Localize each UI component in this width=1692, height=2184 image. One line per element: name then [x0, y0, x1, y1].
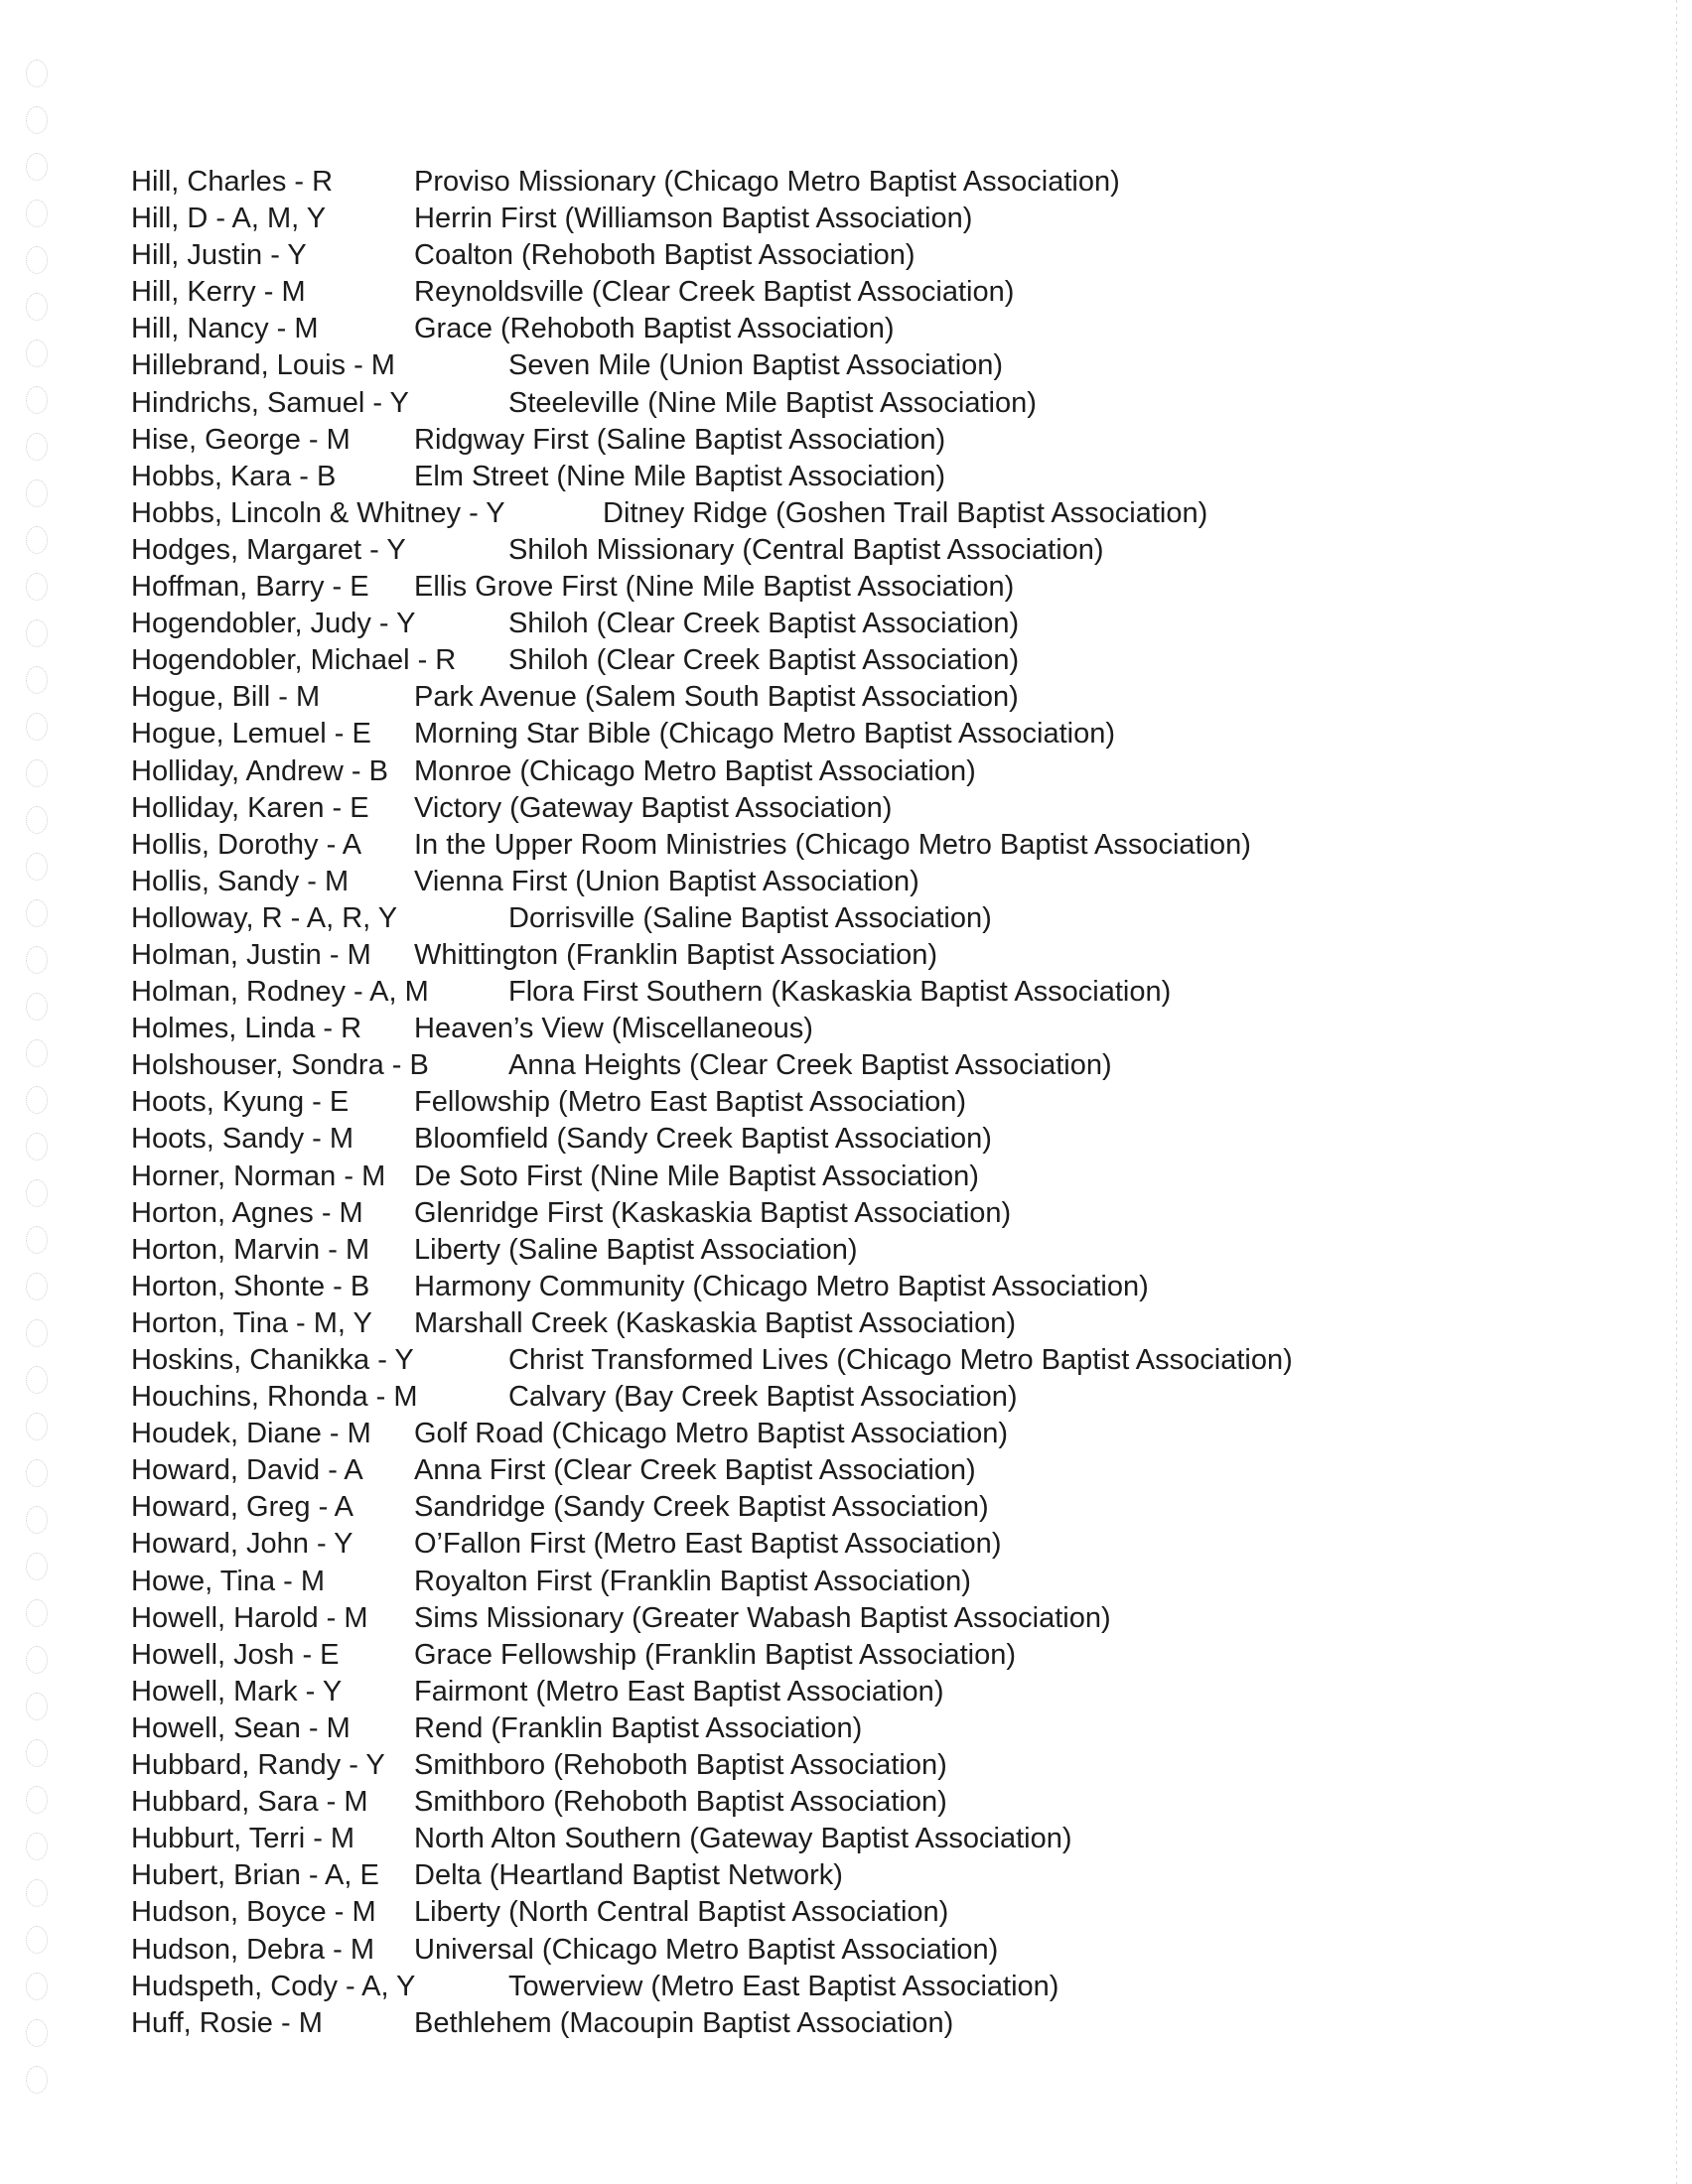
- member-name: Hoots, Sandy - M: [131, 1123, 354, 1156]
- member-name: Hobbs, Kara - B: [131, 460, 337, 492]
- member-name: Hudson, Boyce - M: [131, 1896, 376, 1929]
- hole-mark: [26, 1646, 48, 1674]
- hole-mark: [26, 1973, 48, 2000]
- list-item: [131, 1747, 947, 1784]
- member-name: Hise, George - M: [131, 423, 351, 456]
- hole-mark: [26, 1879, 48, 1907]
- list-item: [131, 164, 1120, 201]
- hole-mark: [26, 293, 48, 321]
- member-name: Hudson, Debra - M: [131, 1933, 374, 1966]
- member-name: Hollis, Sandy - M: [131, 865, 350, 897]
- hole-mark: [26, 106, 48, 134]
- list-item: [131, 1857, 843, 1894]
- hole-mark: [26, 1133, 48, 1160]
- hole-mark: [26, 340, 48, 367]
- member-name: Horton, Tina - M, Y: [131, 1306, 372, 1339]
- church-association: Anna First (Clear Creek Baptist Association): [414, 1454, 976, 1487]
- hole-mark: [26, 479, 48, 507]
- hole-mark: [26, 1319, 48, 1347]
- hole-mark: [26, 2066, 48, 2094]
- church-association: Towerview (Metro East Baptist Association): [508, 1970, 1059, 2002]
- church-association: Liberty (Saline Baptist Association): [414, 1233, 858, 1266]
- church-association: Morning Star Bible (Chicago Metro Baptist Association): [414, 718, 1115, 751]
- church-association: Victory (Gateway Baptist Association): [414, 791, 893, 824]
- list-item: [131, 274, 1015, 311]
- list-item: [131, 974, 1172, 1011]
- hole-mark: [26, 526, 48, 554]
- member-name: Hollis, Dorothy - A: [131, 828, 362, 861]
- member-name: Holliday, Karen - E: [131, 791, 369, 824]
- church-association: Sims Missionary (Greater Wabash Baptist Association): [414, 1601, 1111, 1634]
- hole-mark: [26, 946, 48, 974]
- church-association: North Alton Southern (Gateway Baptist Association): [414, 1823, 1072, 1855]
- member-name: Hoffman, Barry - E: [131, 571, 369, 604]
- church-association: Grace Fellowship (Franklin Baptist Association): [414, 1638, 1017, 1671]
- list-item: [131, 827, 1251, 864]
- list-item: [131, 1269, 1149, 1305]
- member-name: Hill, Justin - Y: [131, 239, 307, 272]
- church-association: O’Fallon First (Metro East Baptist Association): [414, 1528, 1002, 1561]
- church-association: Ridgway First (Saline Baptist Association): [414, 423, 946, 456]
- member-name: Hill, D - A, M, Y: [131, 203, 327, 235]
- member-name: Howard, Greg - A: [131, 1491, 354, 1524]
- church-association: Herrin First (Williamson Baptist Association): [414, 203, 973, 235]
- hole-mark: [26, 2019, 48, 2047]
- hole-mark: [26, 1226, 48, 1254]
- member-name: Hogue, Bill - M: [131, 681, 321, 714]
- list-item: [131, 1526, 1002, 1563]
- hole-mark: [26, 806, 48, 834]
- church-association: Sandridge (Sandy Creek Baptist Association): [414, 1491, 989, 1524]
- list-item: [131, 495, 1208, 532]
- member-name: Howell, Josh - E: [131, 1638, 340, 1671]
- list-item: [131, 1969, 1059, 2005]
- list-item: [131, 532, 1104, 569]
- list-item: [131, 900, 992, 937]
- list-item: [131, 1379, 1018, 1416]
- church-association: Bloomfield (Sandy Creek Baptist Association): [414, 1123, 992, 1156]
- hole-mark: [26, 1786, 48, 1814]
- church-association: Golf Road (Chicago Metro Baptist Association): [414, 1418, 1008, 1450]
- church-association: Royalton First (Franklin Baptist Association): [414, 1565, 971, 1597]
- member-name: Hudspeth, Cody - A, Y: [131, 1970, 416, 2002]
- member-name: Hogendobler, Michael - R: [131, 644, 457, 677]
- hole-mark: [26, 200, 48, 227]
- list-item: [131, 1305, 1017, 1342]
- member-name: Howell, Mark - Y: [131, 1675, 343, 1707]
- church-association: Smithboro (Rehoboth Baptist Association): [414, 1786, 947, 1819]
- church-association: Proviso Missionary (Chicago Metro Baptist Association): [414, 166, 1120, 198]
- list-item: [131, 679, 1019, 716]
- hole-mark: [26, 1833, 48, 1860]
- member-name: Howell, Harold - M: [131, 1601, 368, 1634]
- member-name: Hubbard, Sara - M: [131, 1786, 368, 1819]
- member-name: Huff, Rosie - M: [131, 2006, 323, 2039]
- member-name: Holloway, R - A, R, Y: [131, 901, 398, 934]
- hole-mark: [26, 759, 48, 787]
- church-association: Delta (Heartland Baptist Network): [414, 1859, 843, 1892]
- church-association: Harmony Community (Chicago Metro Baptist Association): [414, 1270, 1149, 1302]
- member-name: Howard, John - Y: [131, 1528, 353, 1561]
- list-item: [131, 1232, 858, 1269]
- hole-mark: [26, 573, 48, 601]
- church-association: Monroe (Chicago Metro Baptist Association): [414, 754, 976, 787]
- church-association: Bethlehem (Macoupin Baptist Association): [414, 2006, 954, 2039]
- church-association: Shiloh (Clear Creek Baptist Association): [508, 608, 1020, 640]
- church-association: Shiloh Missionary (Central Baptist Association): [508, 533, 1104, 566]
- hole-mark: [26, 1039, 48, 1067]
- member-name: Holliday, Andrew - B: [131, 754, 388, 787]
- list-item: [131, 1674, 944, 1710]
- list-item: [131, 1710, 863, 1747]
- hole-mark: [26, 60, 48, 87]
- church-association: In the Upper Room Ministries (Chicago Metro Baptist Association): [414, 828, 1251, 861]
- list-item: [131, 790, 893, 827]
- list-item: [131, 459, 946, 495]
- member-name: Hillebrand, Louis - M: [131, 349, 395, 382]
- church-association: Universal (Chicago Metro Baptist Association): [414, 1933, 999, 1966]
- list-item: [131, 1084, 967, 1121]
- church-association: Steeleville (Nine Mile Baptist Association): [508, 386, 1037, 419]
- member-name: Horton, Shonte - B: [131, 1270, 370, 1302]
- list-item: [131, 237, 916, 274]
- church-association: Vienna First (Union Baptist Association): [414, 865, 919, 897]
- member-name: Howe, Tina - M: [131, 1565, 325, 1597]
- list-item: [131, 1416, 1008, 1452]
- member-name: Hill, Kerry - M: [131, 276, 306, 309]
- church-association: Marshall Creek (Kaskaskia Baptist Association): [414, 1306, 1017, 1339]
- hole-mark: [26, 666, 48, 694]
- list-item: [131, 1452, 976, 1489]
- member-name: Hogendobler, Judy - Y: [131, 608, 416, 640]
- hole-mark: [26, 993, 48, 1021]
- hole-mark: [26, 1179, 48, 1207]
- member-name: Holman, Justin - M: [131, 938, 371, 971]
- member-name: Horton, Marvin - M: [131, 1233, 370, 1266]
- list-item: [131, 753, 976, 790]
- church-association: Ditney Ridge (Goshen Trail Baptist Association): [603, 496, 1208, 529]
- hole-mark: [26, 1413, 48, 1440]
- list-item: [131, 347, 1004, 384]
- member-name: Holmes, Linda - R: [131, 1013, 362, 1045]
- list-item: [131, 422, 946, 459]
- hole-mark: [26, 853, 48, 881]
- hole-mark: [26, 1086, 48, 1114]
- church-association: Flora First Southern (Kaskaskia Baptist Association): [508, 976, 1172, 1009]
- hole-mark: [26, 1693, 48, 1720]
- hole-mark: [26, 899, 48, 927]
- church-association: Park Avenue (Salem South Baptist Association): [414, 681, 1019, 714]
- list-item: [131, 642, 1020, 679]
- church-association: Fairmont (Metro East Baptist Association): [414, 1675, 944, 1707]
- list-item: [131, 2005, 954, 2042]
- hole-mark: [26, 1739, 48, 1767]
- list-item: [131, 1821, 1072, 1857]
- list-item: [131, 1637, 1017, 1674]
- church-association: Calvary (Bay Creek Baptist Association): [508, 1381, 1018, 1414]
- member-name: Hoskins, Chanikka - Y: [131, 1344, 414, 1376]
- list-item: [131, 569, 1015, 606]
- hole-mark: [26, 619, 48, 647]
- list-item: [131, 1932, 999, 1969]
- list-item: [131, 385, 1037, 422]
- member-name: Hubburt, Terri - M: [131, 1823, 355, 1855]
- hole-mark: [26, 153, 48, 181]
- list-item: [131, 1600, 1111, 1637]
- member-name: Hogue, Lemuel - E: [131, 718, 371, 751]
- hole-mark: [26, 1366, 48, 1394]
- church-association: Heaven’s View (Miscellaneous): [414, 1013, 813, 1045]
- church-association: Reynoldsville (Clear Creek Baptist Association): [414, 276, 1015, 309]
- member-name: Houdek, Diane - M: [131, 1418, 371, 1450]
- church-association: Shiloh (Clear Creek Baptist Association): [508, 644, 1020, 677]
- list-item: [131, 1564, 971, 1600]
- church-association: Fellowship (Metro East Baptist Association): [414, 1086, 967, 1119]
- list-item: [131, 1011, 813, 1047]
- list-item: [131, 201, 973, 237]
- church-association: Rend (Franklin Baptist Association): [414, 1711, 863, 1744]
- church-association: Coalton (Rehoboth Baptist Association): [414, 239, 916, 272]
- church-association: Dorrisville (Saline Baptist Association): [508, 901, 992, 934]
- list-item: [131, 716, 1115, 752]
- church-association: Smithboro (Rehoboth Baptist Association): [414, 1749, 947, 1782]
- church-association: Christ Transformed Lives (Chicago Metro Baptist Association): [508, 1344, 1293, 1376]
- list-item: [131, 1159, 979, 1195]
- church-association: Elm Street (Nine Mile Baptist Association): [414, 460, 946, 492]
- member-name: Hubert, Brian - A, E: [131, 1859, 379, 1892]
- member-name: Holman, Rodney - A, M: [131, 976, 429, 1009]
- hole-mark: [26, 713, 48, 741]
- list-item: [131, 1121, 992, 1158]
- church-association: Glenridge First (Kaskaskia Baptist Association): [414, 1196, 1012, 1229]
- member-name: Howell, Sean - M: [131, 1711, 351, 1744]
- list-item: [131, 1894, 949, 1931]
- member-name: Hodges, Margaret - Y: [131, 533, 406, 566]
- member-name: Hindrichs, Samuel - Y: [131, 386, 409, 419]
- hole-mark: [26, 1273, 48, 1300]
- scan-edge-line: [1676, 0, 1677, 2184]
- church-association: Liberty (North Central Baptist Association): [414, 1896, 949, 1929]
- binder-hole-marks: [22, 60, 62, 2144]
- member-church-list: [131, 164, 1293, 2042]
- church-association: De Soto First (Nine Mile Baptist Association): [414, 1160, 979, 1192]
- hole-mark: [26, 1599, 48, 1627]
- list-item: [131, 1047, 1112, 1084]
- hole-mark: [26, 1553, 48, 1580]
- hole-mark: [26, 1506, 48, 1534]
- member-name: Hoots, Kyung - E: [131, 1086, 350, 1119]
- list-item: [131, 311, 895, 347]
- member-name: Howard, David - A: [131, 1454, 363, 1487]
- church-association: Seven Mile (Union Baptist Association): [508, 349, 1004, 382]
- member-name: Hobbs, Lincoln & Whitney - Y: [131, 496, 505, 529]
- church-association: Ellis Grove First (Nine Mile Baptist Association): [414, 571, 1015, 604]
- list-item: [131, 1784, 947, 1821]
- hole-mark: [26, 433, 48, 461]
- member-name: Horner, Norman - M: [131, 1160, 386, 1192]
- member-name: Horton, Agnes - M: [131, 1196, 363, 1229]
- church-association: Anna Heights (Clear Creek Baptist Association): [508, 1049, 1112, 1082]
- list-item: [131, 606, 1020, 642]
- hole-mark: [26, 1459, 48, 1487]
- list-item: [131, 864, 919, 900]
- hole-mark: [26, 386, 48, 414]
- list-item: [131, 1489, 989, 1526]
- member-name: Houchins, Rhonda - M: [131, 1381, 418, 1414]
- hole-mark: [26, 246, 48, 274]
- list-item: [131, 1342, 1293, 1379]
- member-name: Hubbard, Randy - Y: [131, 1749, 385, 1782]
- church-association: Whittington (Franklin Baptist Association): [414, 938, 938, 971]
- member-name: Holshouser, Sondra - B: [131, 1049, 429, 1082]
- church-association: Grace (Rehoboth Baptist Association): [414, 313, 895, 345]
- list-item: [131, 937, 938, 974]
- member-name: Hill, Nancy - M: [131, 313, 319, 345]
- hole-mark: [26, 1926, 48, 1954]
- member-name: Hill, Charles - R: [131, 166, 334, 198]
- list-item: [131, 1195, 1012, 1232]
